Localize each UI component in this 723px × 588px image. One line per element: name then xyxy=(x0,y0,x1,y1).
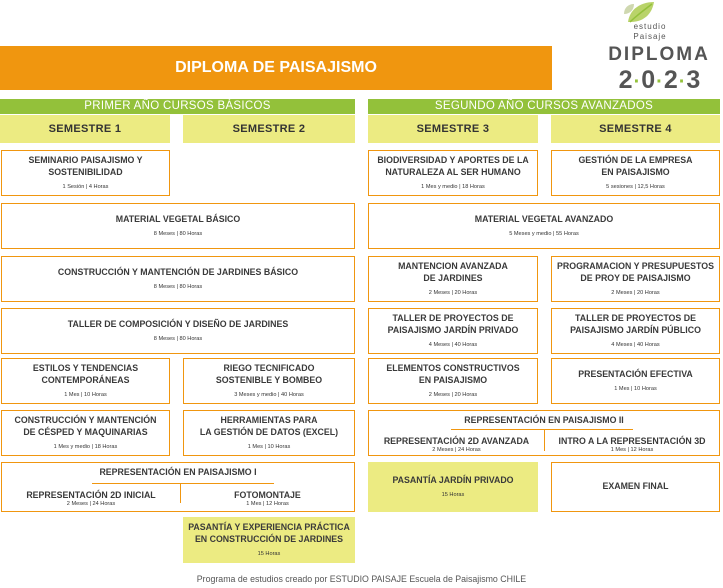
semester-4: SEMESTRE 4 xyxy=(551,115,720,143)
course-card-gestion-empresa xyxy=(551,150,720,196)
semester-2: SEMESTRE 2 xyxy=(183,115,355,143)
course-title: BIODIVERSIDAD Y APORTES DE LA NATURALEZA AL SER HUMANO xyxy=(377,155,529,177)
course-title: EXAMEN FINAL xyxy=(602,481,669,492)
course-title: PROGRAMACION Y PRESUPUESTOS DE PROY DE PAISAJISMO xyxy=(557,261,714,283)
course-title: SEMINARIO PAISAJISMO Y SOSTENIBILIDAD xyxy=(28,155,143,177)
year-separator: · xyxy=(678,71,687,93)
course-title: MATERIAL VEGETAL AVANZADO xyxy=(474,213,614,224)
course-card-examen xyxy=(551,462,720,512)
course-card-biodiversidad xyxy=(368,150,538,196)
course-card-seminario xyxy=(1,150,170,196)
semester-3: SEMESTRE 3 xyxy=(368,115,538,143)
course-title: TALLER DE PROYECTOS DE PAISAJISMO JARDÍN PÚBLICO xyxy=(570,313,701,335)
divider xyxy=(92,483,274,484)
course-title: REPRESENTACIÓN EN PAISAJISMO II xyxy=(464,415,624,425)
course-card-taller-privado xyxy=(368,308,538,354)
logo-line1: estudio xyxy=(633,22,667,31)
course-card-rep1 xyxy=(1,462,355,512)
course-card-presentacion xyxy=(551,358,720,404)
diploma-label: DIPLOMA xyxy=(608,44,710,65)
course-detail: 1 Mes | 10 Horas xyxy=(614,386,657,393)
course-detail: 1 Mes y medio | 18 Horas xyxy=(53,444,118,450)
course-detail: 5 Meses y medio | 55 Horas xyxy=(509,231,579,238)
year-separator: · xyxy=(656,71,664,93)
year xyxy=(604,66,716,95)
course-detail: 1 Mes | 12 Horas xyxy=(246,501,289,507)
course-detail: 4 Meses | 40 Horas xyxy=(428,342,478,348)
course-detail: 8 Meses | 80 Horas xyxy=(153,284,203,291)
course-title: RIEGO TECNIFICADO SOSTENIBLE Y BOMBEO xyxy=(215,363,323,385)
course-card-elementos xyxy=(368,358,538,404)
page-title: DIPLOMA DE PAISAJISMO xyxy=(0,46,552,90)
course-title: ESTILOS Y TENDENCIAS CONTEMPORÁNEAS xyxy=(32,363,139,385)
course-detail: 2 Meses | 20 Horas xyxy=(428,290,478,296)
course-card-riego xyxy=(183,358,355,404)
course-detail: 1 Mes | 10 Horas xyxy=(64,392,107,398)
course-card-cesped xyxy=(1,410,170,456)
course-card-taller-composicion xyxy=(1,308,355,354)
semester-1: SEMESTRE 1 xyxy=(0,115,170,143)
course-card-taller-publico xyxy=(551,308,720,354)
course-detail: 15 Horas xyxy=(441,492,465,499)
course-detail: 15 Horas xyxy=(257,551,281,557)
course-title: CONSTRUCCIÓN Y MANTENCIÓN DE CÉSPED Y MAQUINARIAS xyxy=(14,415,157,437)
course-title: PRESENTACIÓN EFECTIVA xyxy=(578,368,693,379)
course-detail: 8 Meses | 80 Horas xyxy=(153,231,203,238)
year-separator: · xyxy=(633,71,642,93)
course-card-herramientas xyxy=(183,410,355,456)
course-card-pasantia-construccion xyxy=(183,517,355,563)
course-detail: 2 Meses | 24 Horas xyxy=(66,501,116,507)
course-title: ELEMENTOS CONSTRUCTIVOS EN PAISAJISMO xyxy=(386,363,520,385)
course-title: HERRAMIENTAS PARA LA GESTIÓN DE DATOS (EXCEL) xyxy=(199,415,339,437)
year2-header: SEGUNDO AÑO CURSOS AVANZADOS xyxy=(368,99,720,114)
course-subtitle: REPRESENTACIÓN 2D AVANZADA xyxy=(383,436,530,446)
course-title: CONSTRUCCIÓN Y MANTENCIÓN DE JARDINES BÁSICO xyxy=(57,266,299,277)
course-title: REPRESENTACIÓN EN PAISAJISMO I xyxy=(99,467,257,477)
course-detail: 5 sesiones | 12,5 Horas xyxy=(606,184,665,190)
course-title: MATERIAL VEGETAL BÁSICO xyxy=(115,213,241,224)
course-card-construccion-basico xyxy=(1,256,355,302)
course-detail: 1 Mes y medio | 18 Horas xyxy=(421,184,485,190)
course-detail: 2 Meses | 20 Horas xyxy=(611,290,660,296)
course-detail: 3 Meses y medio | 40 Horas xyxy=(234,392,304,398)
year1-header: PRIMER AÑO CURSOS BÁSICOS xyxy=(0,99,355,114)
course-card-material-avanzado xyxy=(368,203,720,249)
course-card-pasantia-privado xyxy=(368,462,538,512)
course-detail: 1 Mes | 10 Horas xyxy=(247,444,291,450)
course-card-material-basico xyxy=(1,203,355,249)
course-card-mantencion-avanzada xyxy=(368,256,538,302)
course-subtitle: REPRESENTACIÓN 2D INICIAL xyxy=(26,490,156,500)
course-detail: 2 Meses | 20 Horas xyxy=(428,392,478,398)
course-detail: 1 Mes | 12 Horas xyxy=(610,447,654,453)
year-digit: 3 xyxy=(686,66,702,94)
footer: Programa de estudios creado por ESTUDIO PAISAJE Escuela de Paisajismo CHILE xyxy=(196,574,527,584)
course-card-rep2 xyxy=(368,410,720,456)
divider xyxy=(451,429,633,430)
course-detail: 4 Meses | 40 Horas xyxy=(611,342,660,348)
course-title: TALLER DE COMPOSICIÓN Y DISEÑO DE JARDINES xyxy=(67,318,289,329)
course-detail: 8 Meses | 80 Horas xyxy=(153,336,203,343)
course-title: MANTENCION AVANZADA DE JARDINES xyxy=(398,261,508,283)
year-digit: 0 xyxy=(641,66,657,94)
course-subtitle: INTRO A LA REPRESENTACIÓN 3D xyxy=(558,436,706,446)
year-digit: 2 xyxy=(663,66,679,94)
course-card-programacion xyxy=(551,256,720,302)
course-title: PASANTÍA Y EXPERIENCIA PRÁCTICA EN CONSTRUCCIÓN DE JARDINES xyxy=(188,522,350,544)
course-title: PASANTÍA JARDÍN PRIVADO xyxy=(392,474,514,485)
course-detail: 1 Sesión | 4 Horas xyxy=(62,184,109,190)
year-digit: 2 xyxy=(618,66,634,94)
course-subtitle: FOTOMONTAJE xyxy=(234,490,301,500)
course-card-estilos xyxy=(1,358,170,404)
course-detail: 2 Meses | 24 Horas xyxy=(432,447,481,453)
course-title: GESTIÓN DE LA EMPRESA EN PAISAJISMO xyxy=(578,155,693,177)
logo-line2: Paisaje xyxy=(633,32,667,41)
course-title: TALLER DE PROYECTOS DE PAISAJISMO JARDÍN PRIVADO xyxy=(387,313,519,335)
